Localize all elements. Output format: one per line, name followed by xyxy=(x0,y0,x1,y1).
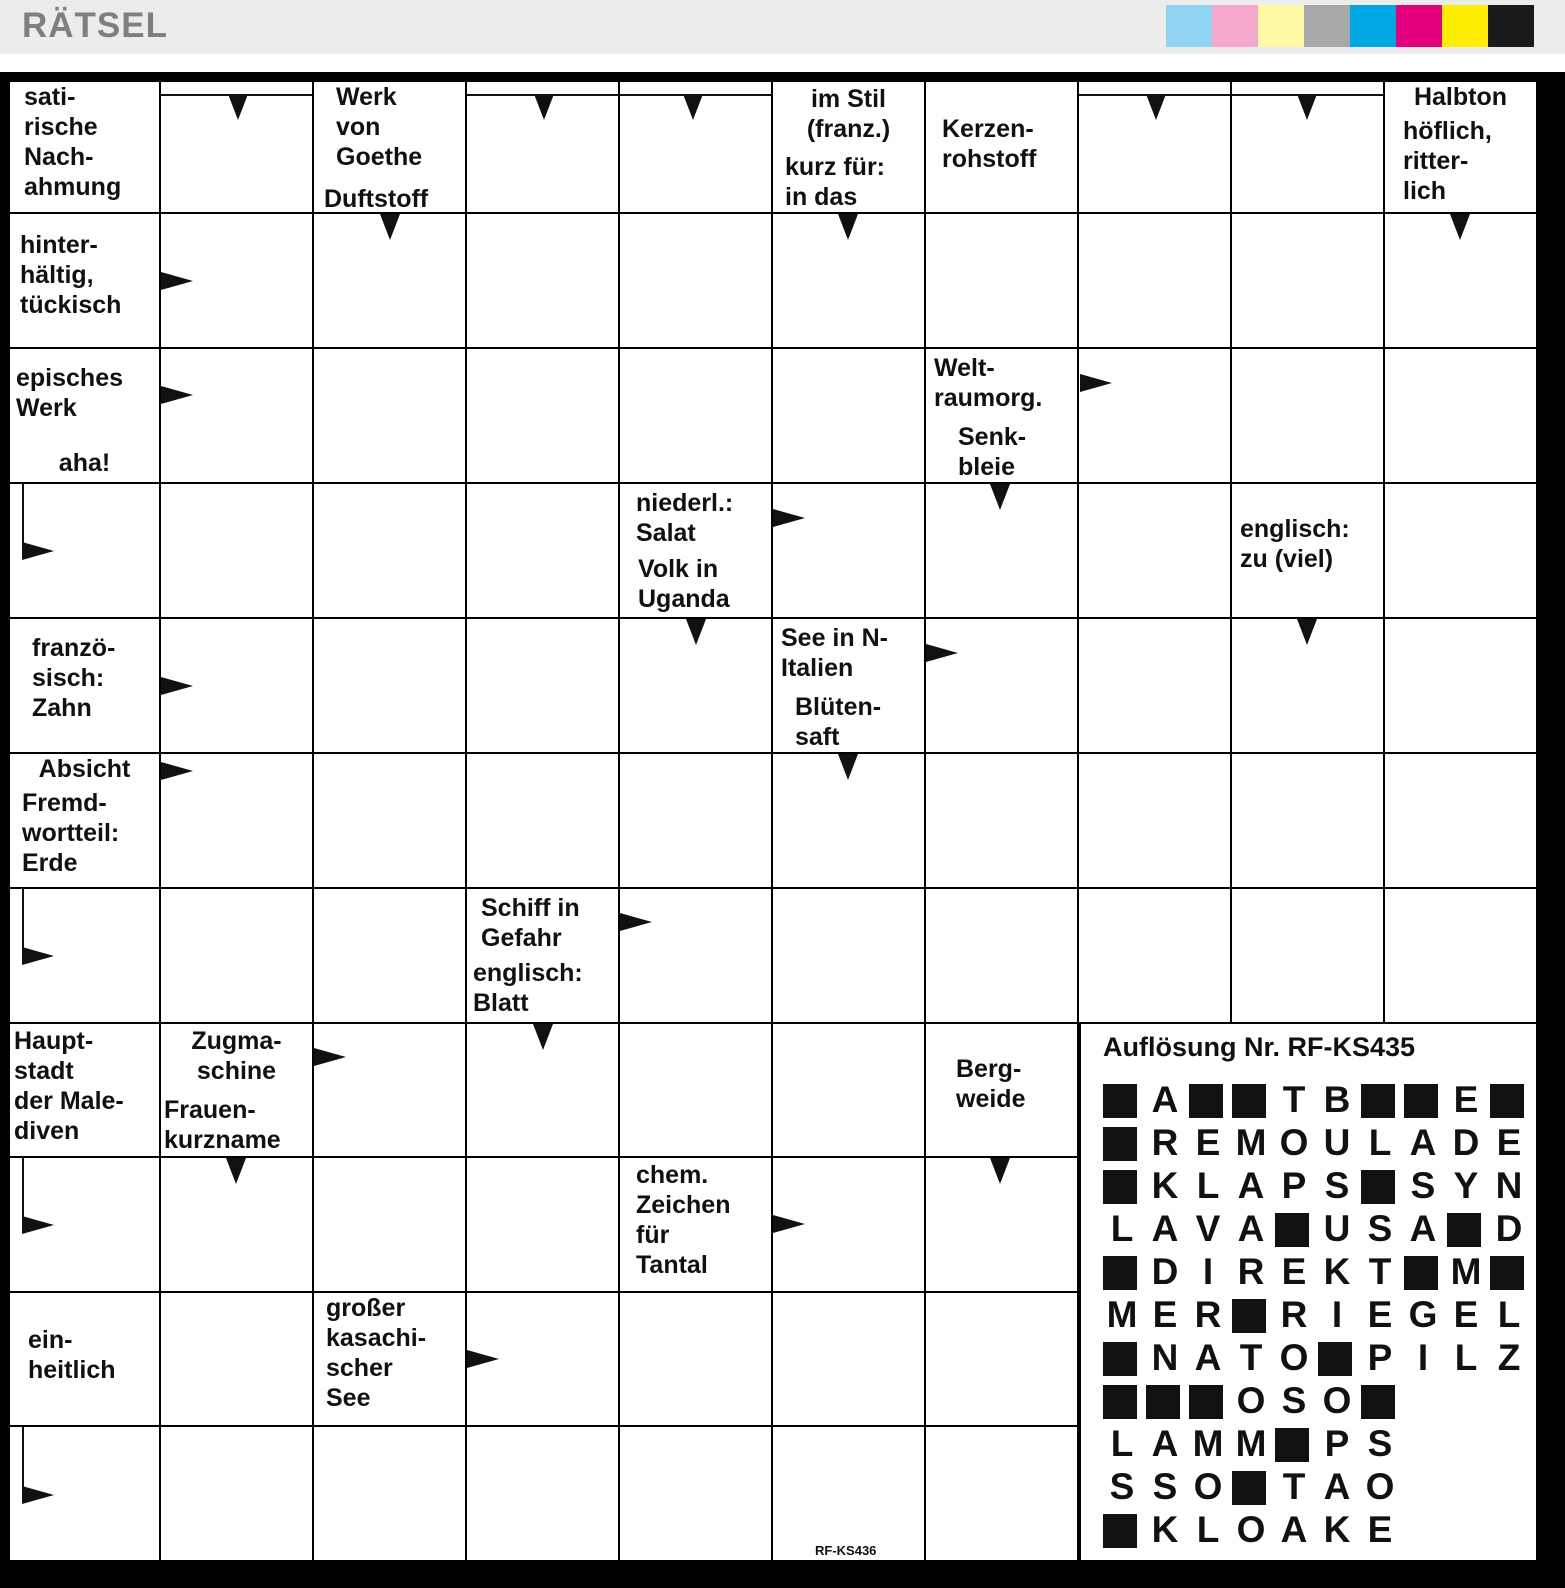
solution-letter: L xyxy=(1110,1423,1134,1464)
clue-einheitlich: ein- heitlich xyxy=(10,1293,159,1425)
answer-cell[interactable] xyxy=(926,619,1077,752)
solution-letter: D xyxy=(1452,1122,1480,1163)
puzzle-code: RF-KS436 xyxy=(815,1543,877,1558)
answer-cell[interactable] xyxy=(620,1427,771,1560)
solution-black-square xyxy=(1490,1256,1524,1290)
solution-black-square xyxy=(1189,1084,1223,1118)
answer-cell[interactable] xyxy=(467,349,618,482)
solution-black-square xyxy=(1103,1127,1137,1161)
hook-arrow-stem xyxy=(22,484,24,551)
clue-grosser-kasachischer-see: großer kasachi- scher See xyxy=(314,1293,465,1425)
solution-letter: L xyxy=(1368,1122,1392,1163)
solution-letter: M xyxy=(1235,1423,1267,1464)
solution-letter: S xyxy=(1109,1466,1135,1507)
solution-letter: G xyxy=(1408,1294,1438,1335)
arrow-down-icon xyxy=(1450,214,1470,240)
answer-cell[interactable] xyxy=(467,214,618,347)
solution-black-square xyxy=(1189,1385,1223,1419)
solution-letter: L xyxy=(1454,1337,1478,1378)
answer-cell[interactable] xyxy=(314,889,465,1022)
clue-schiff-in-gefahr: Schiff in Gefahr xyxy=(467,889,618,954)
arrow-right-icon xyxy=(161,762,193,780)
solution-letter: E xyxy=(1367,1509,1393,1550)
solution-black-square xyxy=(1361,1084,1395,1118)
solution-black-square xyxy=(1103,1084,1137,1118)
hook-arrow-stem xyxy=(22,889,24,956)
solution-title: Auflösung Nr. RF-KS435 xyxy=(1103,1032,1416,1062)
solution-black-square xyxy=(1361,1170,1395,1204)
arrow-down-icon xyxy=(533,1024,553,1050)
answer-cell[interactable] xyxy=(1385,619,1536,752)
clue-hinterhaeltig-tueckisch: hinter- hältig, tückisch xyxy=(10,214,159,347)
answer-cell[interactable] xyxy=(926,214,1077,347)
solution-letter: M xyxy=(1106,1294,1138,1335)
color-swatch xyxy=(1442,5,1488,47)
arrow-right-icon xyxy=(926,644,958,662)
solution-letter: R xyxy=(1194,1294,1222,1335)
answer-cell[interactable] xyxy=(1079,349,1230,482)
solution-letter: A xyxy=(1151,1423,1179,1464)
answer-cell[interactable] xyxy=(773,349,924,482)
solution-black-square xyxy=(1275,1428,1309,1462)
solution-letter: S xyxy=(1367,1208,1393,1249)
answer-cell[interactable] xyxy=(773,1024,924,1156)
hook-arrow-stem xyxy=(22,1427,24,1495)
solution-black-square xyxy=(1103,1342,1137,1376)
arrow-down-icon xyxy=(990,484,1010,510)
answer-cell[interactable] xyxy=(1079,754,1230,887)
arrow-down-icon xyxy=(228,94,248,120)
answer-cell[interactable] xyxy=(1079,889,1230,1022)
solution-panel xyxy=(1081,1024,1536,1560)
answer-cell[interactable] xyxy=(467,754,618,887)
solution-letter: L xyxy=(1110,1208,1134,1249)
solution-letter: M xyxy=(1450,1251,1482,1292)
solution-black-square xyxy=(1103,1256,1137,1290)
arrow-down-icon xyxy=(838,214,858,240)
color-swatch xyxy=(1258,5,1304,47)
solution-letter: S xyxy=(1410,1165,1436,1206)
solution-letter: N xyxy=(1151,1337,1179,1378)
arrow-down-icon xyxy=(534,94,554,120)
clue-duftstoff: Duftstoff xyxy=(314,180,465,212)
answer-cell[interactable] xyxy=(314,349,465,482)
answer-cell[interactable] xyxy=(620,889,771,1022)
answer-cell[interactable] xyxy=(314,754,465,887)
answer-cell[interactable] xyxy=(1079,619,1230,752)
solution-letter: B xyxy=(1323,1079,1351,1120)
answer-cell[interactable] xyxy=(161,1293,312,1425)
clue-werk-von-goethe: Werk von Goethe xyxy=(314,82,465,178)
answer-cell[interactable] xyxy=(773,889,924,1022)
answer-cell[interactable] xyxy=(161,1427,312,1560)
arrow-right-icon xyxy=(773,509,805,527)
solution-letter: I xyxy=(1417,1337,1429,1378)
arrow-down-icon xyxy=(226,1158,246,1184)
arrow-down-icon xyxy=(380,214,400,240)
solution-black-square xyxy=(1232,1471,1266,1505)
answer-cell[interactable] xyxy=(1385,349,1536,482)
solution-letter: E xyxy=(1496,1122,1522,1163)
solution-letter: E xyxy=(1367,1294,1393,1335)
clue-chem-zeichen-tantal: chem. Zeichen für Tantal xyxy=(620,1158,771,1291)
answer-cell[interactable] xyxy=(1385,889,1536,1022)
clue-englisch-zu-viel: englisch: zu (viel) xyxy=(1232,484,1383,617)
color-swatch xyxy=(1212,5,1258,47)
solution-black-square xyxy=(1404,1256,1438,1290)
answer-cell[interactable] xyxy=(1079,214,1230,347)
arrow-right-icon xyxy=(620,913,652,931)
answer-cell[interactable] xyxy=(467,484,618,617)
color-swatch xyxy=(1350,5,1396,47)
solution-black-square xyxy=(1318,1342,1352,1376)
solution-letter: I xyxy=(1331,1294,1343,1335)
clue-kerzenrohstoff: Kerzen- rohstoff xyxy=(926,82,1077,212)
answer-cell[interactable] xyxy=(161,484,312,617)
clue-satirische-nachahmung: sati- rische Nach- ahmung xyxy=(10,82,159,212)
solution-letter: E xyxy=(1195,1122,1221,1163)
solution-letter: A xyxy=(1237,1208,1265,1249)
solution-letter: A xyxy=(1409,1122,1437,1163)
solution-letter: O xyxy=(1236,1509,1266,1550)
color-swatch xyxy=(1488,5,1534,47)
solution-letter: Y xyxy=(1453,1165,1479,1206)
solution-letter: E xyxy=(1453,1294,1479,1335)
solution-letter: U xyxy=(1323,1208,1351,1249)
arrow-right-icon xyxy=(161,677,193,695)
solution-letter: A xyxy=(1151,1208,1179,1249)
color-swatch xyxy=(1304,5,1350,47)
answer-cell[interactable] xyxy=(620,1293,771,1425)
solution-letter: T xyxy=(1239,1337,1263,1378)
clue-volk-in-uganda: Volk in Uganda xyxy=(620,552,771,617)
page-title: RÄTSEL xyxy=(22,6,168,45)
solution-letter: S xyxy=(1324,1165,1350,1206)
solution-letter: K xyxy=(1323,1509,1351,1550)
solution-letter: E xyxy=(1152,1294,1178,1335)
arrow-right-icon xyxy=(467,1350,499,1368)
arrow-down-icon xyxy=(990,1158,1010,1184)
solution-letter: E xyxy=(1281,1251,1307,1292)
clue-bluetensaft: Blüten- saft xyxy=(773,688,924,752)
clue-englisch-blatt: englisch: Blatt xyxy=(467,956,618,1022)
answer-cell[interactable] xyxy=(620,214,771,347)
clue-see-in-n-italien: See in N- Italien xyxy=(773,619,924,686)
answer-cell[interactable] xyxy=(467,1427,618,1560)
solution-letter: I xyxy=(1202,1251,1214,1292)
solution-letter: A xyxy=(1280,1509,1308,1550)
solution-letter: T xyxy=(1368,1251,1392,1292)
answer-cell[interactable] xyxy=(926,1427,1077,1560)
clue-zugmaschine: Zugma- schine xyxy=(161,1024,312,1089)
clue-niederl-salat: niederl.: Salat xyxy=(620,484,771,550)
clue-hoeflich-ritterlich: höflich, ritter- lich xyxy=(1385,114,1536,212)
answer-cell[interactable] xyxy=(1232,349,1383,482)
solution-letter: R xyxy=(1280,1294,1308,1335)
arrow-right-icon xyxy=(161,386,193,404)
answer-cell[interactable] xyxy=(926,889,1077,1022)
solution-letter: L xyxy=(1497,1294,1521,1335)
solution-letter: P xyxy=(1367,1337,1393,1378)
solution-black-square xyxy=(1103,1385,1137,1419)
hook-arrow-icon xyxy=(22,542,54,560)
clue-kurz-fuer-in-das: kurz für: in das xyxy=(773,148,924,212)
solution-letter: L xyxy=(1196,1165,1220,1206)
solution-letter: A xyxy=(1323,1466,1351,1507)
solution-letter: D xyxy=(1151,1251,1179,1292)
clue-halbton: Halbton xyxy=(1385,82,1536,112)
answer-cell[interactable] xyxy=(620,349,771,482)
solution-letter: S xyxy=(1367,1423,1393,1464)
color-swatch xyxy=(1396,5,1442,47)
answer-cell[interactable] xyxy=(620,754,771,887)
arrow-down-icon xyxy=(683,94,703,120)
solution-letter: N xyxy=(1495,1165,1523,1206)
clue-weltraumorg: Welt- raumorg. xyxy=(926,349,1077,416)
solution-black-square xyxy=(1275,1213,1309,1247)
hook-arrow-icon xyxy=(22,1216,54,1234)
arrow-right-icon xyxy=(773,1215,805,1233)
answer-cell[interactable] xyxy=(161,349,312,482)
clue-bergweide: Berg- weide xyxy=(926,1024,1077,1156)
solution-letter: P xyxy=(1281,1165,1307,1206)
arrow-down-icon xyxy=(1297,94,1317,120)
solution-black-square xyxy=(1361,1385,1395,1419)
solution-black-square xyxy=(1404,1084,1438,1118)
answer-cell[interactable] xyxy=(1385,754,1536,887)
arrow-right-icon xyxy=(161,272,193,290)
solution-black-square xyxy=(1447,1213,1481,1247)
answer-cell[interactable] xyxy=(773,1427,924,1560)
solution-letter: S xyxy=(1281,1380,1307,1421)
solution-black-square xyxy=(1232,1299,1266,1333)
solution-letter: O xyxy=(1279,1337,1309,1378)
arrow-down-icon xyxy=(1297,619,1317,645)
solution-letter: A xyxy=(1194,1337,1222,1378)
answer-cell[interactable] xyxy=(314,1158,465,1291)
arrow-down-icon xyxy=(838,754,858,780)
arrow-right-icon xyxy=(314,1048,346,1066)
solution-letter: A xyxy=(1409,1208,1437,1249)
answer-cell[interactable] xyxy=(1385,484,1536,617)
answer-cell[interactable] xyxy=(620,1024,771,1156)
solution-letter: T xyxy=(1282,1079,1306,1120)
clue-frauenkurzname: Frauen- kurzname xyxy=(161,1091,312,1156)
arrow-right-icon xyxy=(1080,374,1112,392)
solution-black-square xyxy=(1103,1514,1137,1548)
solution-black-square xyxy=(1103,1170,1137,1204)
solution-letter: K xyxy=(1151,1509,1179,1550)
clue-hauptstadt-malediven: Haupt- stadt der Male- diven xyxy=(10,1024,159,1156)
answer-cell[interactable] xyxy=(314,484,465,617)
solution-letter: A xyxy=(1151,1079,1179,1120)
hook-arrow-stem xyxy=(22,1158,24,1225)
solution-letter: K xyxy=(1323,1251,1351,1292)
solution-letter: O xyxy=(1279,1122,1309,1163)
solution-letter: U xyxy=(1323,1122,1351,1163)
answer-cell[interactable] xyxy=(314,619,465,752)
answer-cell[interactable] xyxy=(161,889,312,1022)
solution-letter: K xyxy=(1151,1165,1179,1206)
solution-letter: Z xyxy=(1497,1337,1521,1378)
answer-cell[interactable] xyxy=(314,1024,465,1156)
solution-letter: R xyxy=(1237,1251,1265,1292)
answer-cell[interactable] xyxy=(467,1158,618,1291)
solution-letter: R xyxy=(1151,1122,1179,1163)
answer-cell[interactable] xyxy=(926,1293,1077,1425)
solution-black-square xyxy=(1232,1084,1266,1118)
arrow-down-icon xyxy=(1146,94,1166,120)
solution-letter: S xyxy=(1152,1466,1178,1507)
hook-arrow-icon xyxy=(22,947,54,965)
solution-letter: V xyxy=(1195,1208,1221,1249)
solution-black-square xyxy=(1146,1385,1180,1419)
solution-letter: E xyxy=(1453,1079,1479,1120)
solution-letter: M xyxy=(1192,1423,1224,1464)
color-calibration-bar xyxy=(1166,5,1534,47)
clue-fremdwortteil-erde: Fremd- wortteil: Erde xyxy=(10,788,159,887)
answer-cell[interactable] xyxy=(1232,754,1383,887)
solution-letter: O xyxy=(1193,1466,1223,1507)
answer-cell[interactable] xyxy=(1079,484,1230,617)
solution-letter: O xyxy=(1365,1466,1395,1507)
clue-franzoesisch-zahn: franzö- sisch: Zahn xyxy=(10,619,159,752)
solution-letter: D xyxy=(1495,1208,1523,1249)
answer-cell[interactable] xyxy=(926,754,1077,887)
color-swatch xyxy=(1166,5,1212,47)
solution-letter: O xyxy=(1236,1380,1266,1421)
clue-aha: aha! xyxy=(10,438,159,482)
clue-senkbleie: Senk- bleie xyxy=(926,418,1077,482)
arrow-down-icon xyxy=(686,619,706,645)
solution-letter: O xyxy=(1322,1380,1352,1421)
clue-absicht: Absicht xyxy=(10,754,159,786)
clue-im-stil-franz: im Stil (franz.) xyxy=(773,82,924,146)
solution-black-square xyxy=(1490,1084,1524,1118)
answer-cell[interactable] xyxy=(1232,889,1383,1022)
hook-arrow-icon xyxy=(22,1486,54,1504)
answer-cell[interactable] xyxy=(467,619,618,752)
page-header xyxy=(0,0,1565,54)
answer-cell[interactable] xyxy=(314,1427,465,1560)
answer-cell[interactable] xyxy=(1232,214,1383,347)
solution-letter: T xyxy=(1282,1466,1306,1507)
answer-cell[interactable] xyxy=(773,484,924,617)
solution-letter: L xyxy=(1196,1509,1220,1550)
solution-letter: A xyxy=(1237,1165,1265,1206)
answer-cell[interactable] xyxy=(773,1293,924,1425)
clue-episches-werk: episches Werk xyxy=(10,349,159,436)
solution-letter: M xyxy=(1235,1122,1267,1163)
solution-letter: P xyxy=(1324,1423,1350,1464)
